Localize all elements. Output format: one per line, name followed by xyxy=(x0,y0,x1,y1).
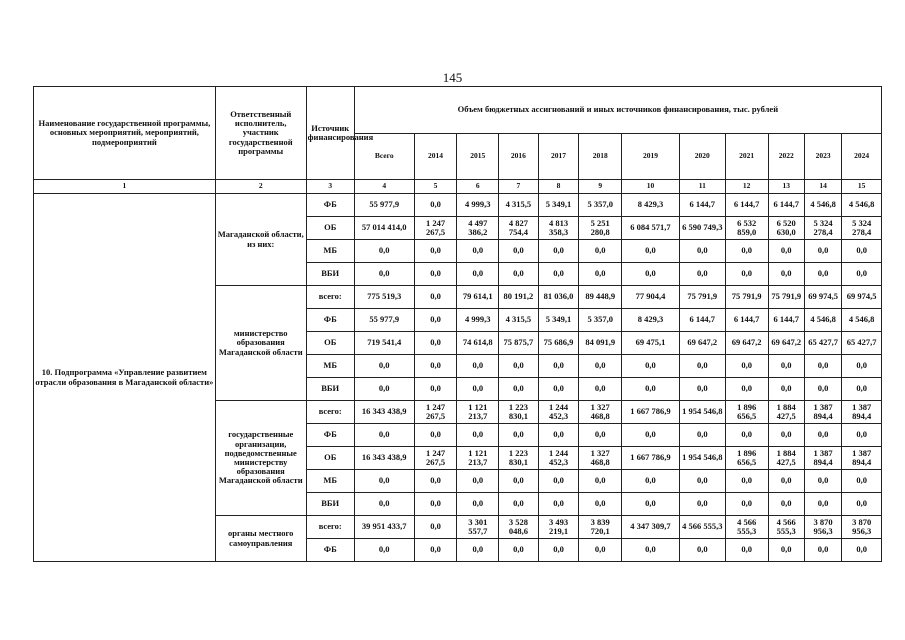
value-cell: 1 247 267,5 xyxy=(414,217,457,240)
value-cell: 0,0 xyxy=(804,539,841,562)
value-cell: 0,0 xyxy=(768,355,804,378)
value-cell: 0,0 xyxy=(414,286,457,309)
value-cell: 1 884 427,5 xyxy=(768,447,804,470)
value-cell: 0,0 xyxy=(679,263,725,286)
value-cell: 1 247 267,5 xyxy=(414,447,457,470)
column-number: 13 xyxy=(768,180,804,194)
value-cell: 0,0 xyxy=(622,240,680,263)
column-number: 15 xyxy=(842,180,882,194)
column-number: 10 xyxy=(622,180,680,194)
value-cell: 0,0 xyxy=(414,263,457,286)
value-cell: 1 247 267,5 xyxy=(414,401,457,424)
source-cell: МБ xyxy=(306,470,354,493)
value-cell: 0,0 xyxy=(768,263,804,286)
value-cell: 0,0 xyxy=(804,493,841,516)
executor-cell: министерство образования Магаданской области xyxy=(215,286,306,401)
value-cell: 0,0 xyxy=(414,470,457,493)
value-cell: 0,0 xyxy=(579,355,622,378)
value-cell: 0,0 xyxy=(457,539,499,562)
column-number: 12 xyxy=(725,180,768,194)
value-cell: 8 429,3 xyxy=(622,194,680,217)
value-cell: 0,0 xyxy=(679,493,725,516)
value-cell: 0,0 xyxy=(725,263,768,286)
value-cell: 0,0 xyxy=(768,240,804,263)
value-cell: 77 904,4 xyxy=(622,286,680,309)
value-cell: 1 954 546,8 xyxy=(679,447,725,470)
value-cell: 0,0 xyxy=(414,332,457,355)
value-cell: 75 875,7 xyxy=(499,332,539,355)
value-cell: 81 036,0 xyxy=(538,286,579,309)
value-cell: 5 349,1 xyxy=(538,194,579,217)
value-cell: 1 121 213,7 xyxy=(457,447,499,470)
source-cell: ФБ xyxy=(306,424,354,447)
value-cell: 1 327 468,8 xyxy=(579,447,622,470)
executor-cell: государственные организации, подведомственные министерству образования Магаданской области xyxy=(215,401,306,516)
value-cell: 0,0 xyxy=(725,493,768,516)
value-cell: 5 357,0 xyxy=(579,194,622,217)
value-cell: 0,0 xyxy=(414,378,457,401)
value-cell: 4 999,3 xyxy=(457,194,499,217)
value-cell: 4 566 555,3 xyxy=(679,516,725,539)
value-cell: 3 493 219,1 xyxy=(538,516,579,539)
value-cell: 0,0 xyxy=(804,240,841,263)
value-cell: 0,0 xyxy=(538,355,579,378)
source-cell: МБ xyxy=(306,355,354,378)
value-cell: 0,0 xyxy=(354,539,414,562)
value-cell: 0,0 xyxy=(842,470,882,493)
value-cell: 1 387 894,4 xyxy=(842,447,882,470)
value-cell: 0,0 xyxy=(538,378,579,401)
value-cell: 0,0 xyxy=(499,240,539,263)
value-cell: 0,0 xyxy=(354,493,414,516)
value-cell: 79 614,1 xyxy=(457,286,499,309)
header-year-2020: 2020 xyxy=(679,134,725,180)
column-number: 2 xyxy=(215,180,306,194)
value-cell: 0,0 xyxy=(457,470,499,493)
value-cell: 5 357,0 xyxy=(579,309,622,332)
value-cell: 0,0 xyxy=(679,470,725,493)
value-cell: 1 884 427,5 xyxy=(768,401,804,424)
value-cell: 1 896 656,5 xyxy=(725,401,768,424)
value-cell: 0,0 xyxy=(579,240,622,263)
column-number: 11 xyxy=(679,180,725,194)
value-cell: 0,0 xyxy=(622,539,680,562)
value-cell: 6 532 859,0 xyxy=(725,217,768,240)
value-cell: 0,0 xyxy=(499,539,539,562)
value-cell: 1 223 830,1 xyxy=(499,447,539,470)
value-cell: 0,0 xyxy=(457,355,499,378)
value-cell: 0,0 xyxy=(538,240,579,263)
header-year-2018: 2018 xyxy=(579,134,622,180)
value-cell: 1 244 452,3 xyxy=(538,401,579,424)
value-cell: 4 497 386,2 xyxy=(457,217,499,240)
value-cell: 0,0 xyxy=(457,263,499,286)
value-cell: 0,0 xyxy=(768,539,804,562)
value-cell: 0,0 xyxy=(622,424,680,447)
column-number: 8 xyxy=(538,180,579,194)
value-cell: 0,0 xyxy=(725,470,768,493)
executor-cell: Магаданской области, из них: xyxy=(215,194,306,286)
header-year-2014: 2014 xyxy=(414,134,457,180)
value-cell: 0,0 xyxy=(538,493,579,516)
value-cell: 69 647,2 xyxy=(768,332,804,355)
value-cell: 69 647,2 xyxy=(679,332,725,355)
value-cell: 0,0 xyxy=(414,493,457,516)
value-cell: 1 387 894,4 xyxy=(842,401,882,424)
value-cell: 55 977,9 xyxy=(354,309,414,332)
source-cell: ВБИ xyxy=(306,378,354,401)
value-cell: 69 974,5 xyxy=(804,286,841,309)
value-cell: 6 144,7 xyxy=(679,309,725,332)
value-cell: 0,0 xyxy=(725,355,768,378)
value-cell: 69 647,2 xyxy=(725,332,768,355)
value-cell: 4 315,5 xyxy=(499,309,539,332)
header-executor: Ответственный исполнитель, участник государственной программы xyxy=(215,87,306,180)
value-cell: 0,0 xyxy=(804,355,841,378)
value-cell: 0,0 xyxy=(768,493,804,516)
column-number: 4 xyxy=(354,180,414,194)
source-cell: всего: xyxy=(306,401,354,424)
value-cell: 89 448,9 xyxy=(579,286,622,309)
value-cell: 0,0 xyxy=(499,378,539,401)
header-year-2021: 2021 xyxy=(725,134,768,180)
value-cell: 4 999,3 xyxy=(457,309,499,332)
value-cell: 0,0 xyxy=(499,493,539,516)
value-cell: 6 520 630,0 xyxy=(768,217,804,240)
value-cell: 4 566 555,3 xyxy=(725,516,768,539)
value-cell: 0,0 xyxy=(725,424,768,447)
value-cell: 0,0 xyxy=(622,263,680,286)
value-cell: 3 839 720,1 xyxy=(579,516,622,539)
column-number: 5 xyxy=(414,180,457,194)
value-cell: 0,0 xyxy=(768,378,804,401)
source-cell: ФБ xyxy=(306,539,354,562)
header-year-2017: 2017 xyxy=(538,134,579,180)
value-cell: 0,0 xyxy=(457,378,499,401)
header-year-2019: 2019 xyxy=(622,134,680,180)
value-cell: 0,0 xyxy=(414,424,457,447)
value-cell: 1 667 786,9 xyxy=(622,401,680,424)
value-cell: 65 427,7 xyxy=(804,332,841,355)
value-cell: 8 429,3 xyxy=(622,309,680,332)
value-cell: 3 528 048,6 xyxy=(499,516,539,539)
value-cell: 75 791,9 xyxy=(768,286,804,309)
value-cell: 0,0 xyxy=(622,470,680,493)
header-volume: Объем бюджетных ассигнований и иных источников финансирования, тыс. рублей xyxy=(354,87,881,134)
value-cell: 80 191,2 xyxy=(499,286,539,309)
value-cell: 75 791,9 xyxy=(679,286,725,309)
value-cell: 0,0 xyxy=(354,240,414,263)
value-cell: 5 324 278,4 xyxy=(842,217,882,240)
value-cell: 69 974,5 xyxy=(842,286,882,309)
header-year-2022: 2022 xyxy=(768,134,804,180)
value-cell: 5 324 278,4 xyxy=(804,217,841,240)
value-cell: 1 896 656,5 xyxy=(725,447,768,470)
value-cell: 4 546,8 xyxy=(842,194,882,217)
value-cell: 0,0 xyxy=(842,424,882,447)
value-cell: 0,0 xyxy=(538,424,579,447)
source-cell: ВБИ xyxy=(306,263,354,286)
value-cell: 75 791,9 xyxy=(725,286,768,309)
value-cell: 4 546,8 xyxy=(804,194,841,217)
value-cell: 0,0 xyxy=(499,424,539,447)
value-cell: 0,0 xyxy=(414,539,457,562)
source-cell: всего: xyxy=(306,286,354,309)
value-cell: 0,0 xyxy=(457,424,499,447)
value-cell: 4 566 555,3 xyxy=(768,516,804,539)
header-total: Всего xyxy=(354,134,414,180)
value-cell: 4 546,8 xyxy=(842,309,882,332)
value-cell: 6 084 571,7 xyxy=(622,217,680,240)
value-cell: 0,0 xyxy=(414,309,457,332)
value-cell: 0,0 xyxy=(354,470,414,493)
table-row xyxy=(34,194,882,217)
value-cell: 0,0 xyxy=(679,355,725,378)
page-number: 145 xyxy=(442,70,463,85)
value-cell: 0,0 xyxy=(414,240,457,263)
column-number: 3 xyxy=(306,180,354,194)
source-cell: всего: xyxy=(306,516,354,539)
value-cell: 55 977,9 xyxy=(354,194,414,217)
header-name: Наименование государственной программы, основных мероприятий, мероприятий, подмероприятий xyxy=(34,87,216,180)
value-cell: 4 827 754,4 xyxy=(499,217,539,240)
value-cell: 0,0 xyxy=(622,355,680,378)
value-cell: 775 519,3 xyxy=(354,286,414,309)
value-cell: 4 315,5 xyxy=(499,194,539,217)
value-cell: 0,0 xyxy=(538,470,579,493)
value-cell: 0,0 xyxy=(354,263,414,286)
value-cell: 0,0 xyxy=(457,240,499,263)
value-cell: 74 614,8 xyxy=(457,332,499,355)
value-cell: 0,0 xyxy=(842,539,882,562)
value-cell: 0,0 xyxy=(804,378,841,401)
header-year-2024: 2024 xyxy=(842,134,882,180)
value-cell: 39 951 433,7 xyxy=(354,516,414,539)
value-cell: 3 870 956,3 xyxy=(842,516,882,539)
column-number: 9 xyxy=(579,180,622,194)
value-cell: 0,0 xyxy=(622,378,680,401)
value-cell: 65 427,7 xyxy=(842,332,882,355)
value-cell: 1 223 830,1 xyxy=(499,401,539,424)
value-cell: 0,0 xyxy=(499,470,539,493)
value-cell: 0,0 xyxy=(354,355,414,378)
value-cell: 1 121 213,7 xyxy=(457,401,499,424)
value-cell: 6 144,7 xyxy=(768,194,804,217)
header-source: Источник финансирования xyxy=(306,87,354,180)
value-cell: 0,0 xyxy=(499,263,539,286)
value-cell: 3 301 557,7 xyxy=(457,516,499,539)
value-cell: 0,0 xyxy=(579,470,622,493)
source-cell: ОБ xyxy=(306,332,354,355)
value-cell: 0,0 xyxy=(622,493,680,516)
value-cell: 1 954 546,8 xyxy=(679,401,725,424)
value-cell: 0,0 xyxy=(768,424,804,447)
value-cell: 6 144,7 xyxy=(768,309,804,332)
value-cell: 75 686,9 xyxy=(538,332,579,355)
value-cell: 0,0 xyxy=(579,378,622,401)
value-cell: 0,0 xyxy=(414,516,457,539)
header-year-2023: 2023 xyxy=(804,134,841,180)
value-cell: 0,0 xyxy=(725,240,768,263)
value-cell: 1 667 786,9 xyxy=(622,447,680,470)
header-year-2015: 2015 xyxy=(457,134,499,180)
value-cell: 0,0 xyxy=(414,355,457,378)
value-cell: 0,0 xyxy=(457,493,499,516)
value-cell: 1 387 894,4 xyxy=(804,401,841,424)
source-cell: ВБИ xyxy=(306,493,354,516)
value-cell: 0,0 xyxy=(354,424,414,447)
value-cell: 57 014 414,0 xyxy=(354,217,414,240)
column-number: 7 xyxy=(499,180,539,194)
value-cell: 1 244 452,3 xyxy=(538,447,579,470)
value-cell: 5 251 280,8 xyxy=(579,217,622,240)
value-cell: 0,0 xyxy=(579,424,622,447)
value-cell: 0,0 xyxy=(804,263,841,286)
value-cell: 0,0 xyxy=(579,493,622,516)
value-cell: 0,0 xyxy=(414,194,457,217)
value-cell: 0,0 xyxy=(725,378,768,401)
value-cell: 0,0 xyxy=(538,539,579,562)
source-cell: ОБ xyxy=(306,217,354,240)
source-cell: ФБ xyxy=(306,194,354,217)
program-name-cell: 10. Подпрограмма «Управление развитием отрасли образования в Магаданской области» xyxy=(34,194,216,562)
source-cell: МБ xyxy=(306,240,354,263)
value-cell: 3 870 956,3 xyxy=(804,516,841,539)
value-cell: 0,0 xyxy=(579,263,622,286)
value-cell: 0,0 xyxy=(768,470,804,493)
value-cell: 0,0 xyxy=(679,539,725,562)
column-number: 6 xyxy=(457,180,499,194)
value-cell: 4 813 358,3 xyxy=(538,217,579,240)
value-cell: 0,0 xyxy=(679,424,725,447)
budget-table xyxy=(33,86,882,562)
value-cell: 0,0 xyxy=(725,539,768,562)
value-cell: 0,0 xyxy=(354,378,414,401)
value-cell: 0,0 xyxy=(842,355,882,378)
value-cell: 0,0 xyxy=(679,240,725,263)
column-number: 14 xyxy=(804,180,841,194)
executor-cell: органы местного самоуправления xyxy=(215,516,306,562)
value-cell: 6 144,7 xyxy=(679,194,725,217)
value-cell: 719 541,4 xyxy=(354,332,414,355)
value-cell: 0,0 xyxy=(842,493,882,516)
source-cell: ФБ xyxy=(306,309,354,332)
value-cell: 1 387 894,4 xyxy=(804,447,841,470)
value-cell: 16 343 438,9 xyxy=(354,401,414,424)
value-cell: 69 475,1 xyxy=(622,332,680,355)
value-cell: 5 349,1 xyxy=(538,309,579,332)
value-cell: 16 343 438,9 xyxy=(354,447,414,470)
header-year-2016: 2016 xyxy=(499,134,539,180)
value-cell: 6 144,7 xyxy=(725,309,768,332)
value-cell: 0,0 xyxy=(499,355,539,378)
value-cell: 0,0 xyxy=(679,378,725,401)
value-cell: 0,0 xyxy=(804,424,841,447)
source-cell: ОБ xyxy=(306,447,354,470)
value-cell: 6 144,7 xyxy=(725,194,768,217)
value-cell: 0,0 xyxy=(579,539,622,562)
value-cell: 84 091,9 xyxy=(579,332,622,355)
value-cell: 6 590 749,3 xyxy=(679,217,725,240)
value-cell: 1 327 468,8 xyxy=(579,401,622,424)
value-cell: 0,0 xyxy=(538,263,579,286)
value-cell: 0,0 xyxy=(804,470,841,493)
value-cell: 0,0 xyxy=(842,378,882,401)
value-cell: 0,0 xyxy=(842,263,882,286)
column-number: 1 xyxy=(34,180,216,194)
value-cell: 4 546,8 xyxy=(804,309,841,332)
value-cell: 4 347 309,7 xyxy=(622,516,680,539)
value-cell: 0,0 xyxy=(842,240,882,263)
